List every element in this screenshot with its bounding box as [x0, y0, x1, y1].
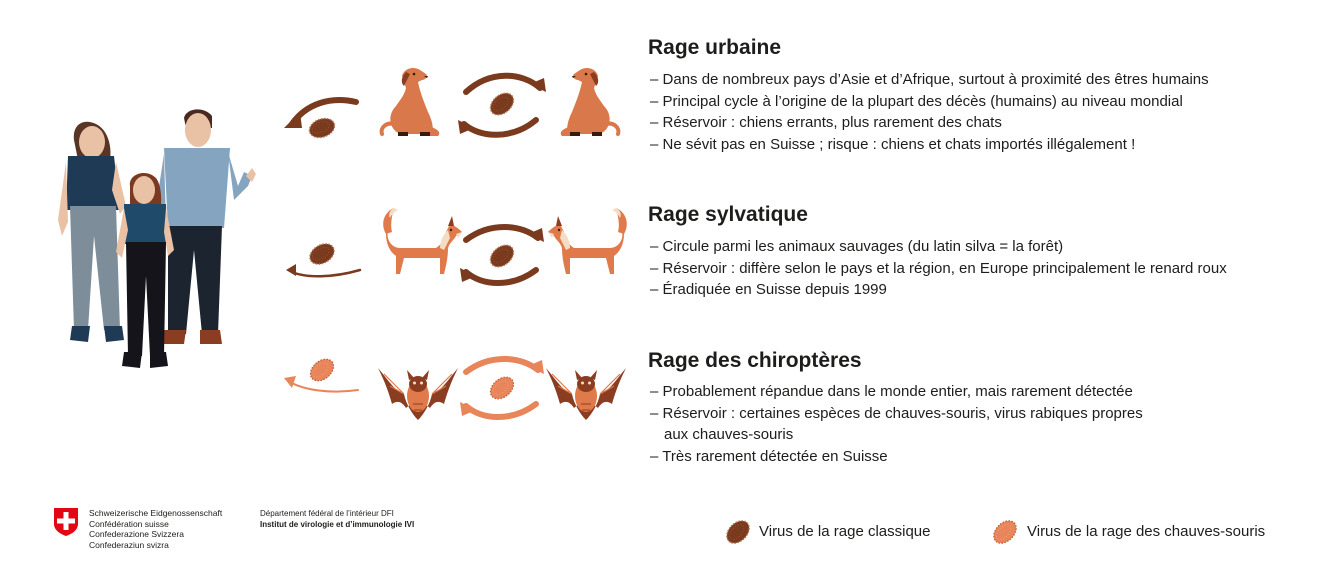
legend-bat-label: Virus de la rage des chauves-souris [1027, 523, 1266, 540]
logo-line: Confédération suisse [89, 518, 169, 529]
sylvatic-cycle-art [286, 208, 627, 283]
legend-classic-label: Virus de la rage classique [759, 523, 931, 540]
sylvatic-title: Rage sylvatique [648, 203, 808, 226]
confederation-logo-text [89, 508, 222, 550]
swiss-cross-icon [54, 508, 78, 536]
bat-icon [378, 368, 458, 420]
list-item: – Probablement répandue dans le monde entier, mais rarement détectée [650, 381, 1143, 403]
list-item: – Ne sévit pas en Suisse ; risque : chiens et chats importés illégalement ! [650, 134, 1209, 156]
list-item: – Réservoir : diffère selon le pays et la région, en Europe principalement le renard roux [650, 258, 1227, 280]
bat-list [650, 381, 1143, 467]
urban-cycle-art [284, 68, 618, 141]
urban-list [650, 69, 1209, 155]
list-item: – Circule parmi les animaux sauvages (du latin silva = la forêt) [650, 236, 1227, 258]
list-item: – Dans de nombreux pays d’Asie et d’Afrique, surtout à proximité des êtres humains [650, 69, 1209, 91]
family-icon [58, 109, 256, 368]
logo-line: Confederaziun svizra [89, 539, 169, 550]
department-text [260, 508, 414, 530]
department-name: Département fédéral de l’intérieur DFI [260, 509, 394, 518]
bat-cycle-art [284, 355, 626, 420]
legend-virus-bat-icon [989, 516, 1020, 547]
legend-virus-classic-icon [722, 516, 753, 547]
logo-line: Confederazione Svizzera [89, 529, 184, 540]
list-item-text: Réservoir : certaines espèces de chauves-souris, virus rabiques propres [662, 404, 1143, 422]
fox-icon [383, 208, 462, 274]
list-item-continuation: aux chauves-souris [664, 426, 794, 444]
list-item: – Éradiquée en Suisse depuis 1999 [650, 279, 1227, 301]
list-item: – Réservoir : chiens errants, plus rarement des chats [650, 112, 1209, 134]
sylvatic-list [650, 236, 1227, 301]
institute-name: Institut de virologie et d’immunologie IVI [260, 520, 415, 529]
dog-icon [382, 68, 440, 136]
bat-title: Rage des chiroptères [648, 349, 862, 372]
list-item [650, 403, 1143, 446]
list-item: – Très rarement détectée en Suisse [650, 446, 1143, 468]
urban-title: Rage urbaine [648, 36, 782, 59]
logo-line: Schweizerische Eidgenossenschaft [89, 508, 223, 518]
list-item: – Principal cycle à l’origine de la plupart des décès (humains) au niveau mondial [650, 91, 1209, 113]
